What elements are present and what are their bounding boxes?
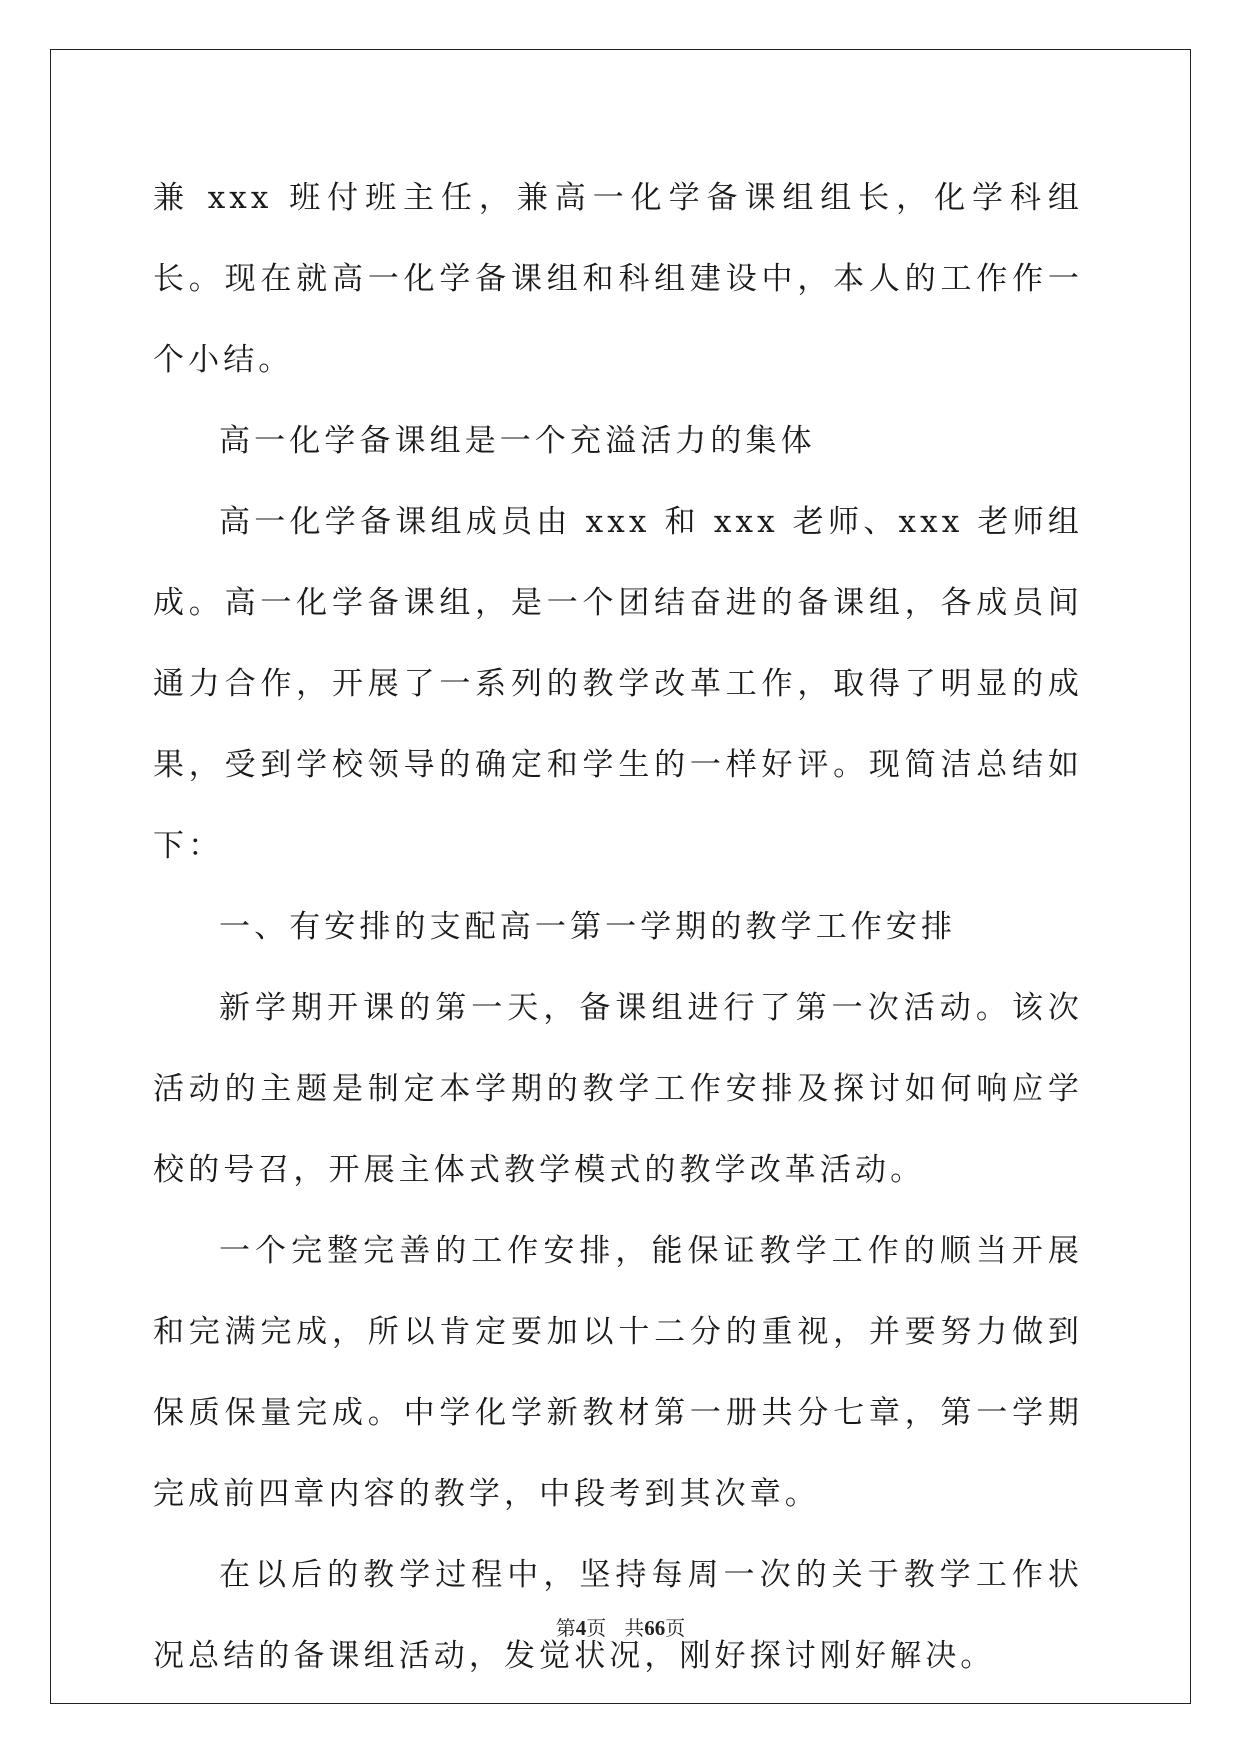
- page-footer: [0, 1612, 1241, 1641]
- document-body: [153, 158, 1083, 1697]
- footer-total-suffix: 页: [665, 1616, 686, 1640]
- paragraph-1: 兼 xxx 班付班主任，兼高一化学备课组组长，化学科组长。现在就高一化学备课组和科组建设中，本人的工作作一个小结。: [153, 180, 1083, 378]
- total-page-count: 66: [644, 1616, 666, 1640]
- paragraph-2-heading: 高一化学备课组是一个充溢活力的集体: [219, 423, 816, 459]
- paragraph-4-heading: 一、有安排的支配高一第一学期的教学工作安排: [219, 909, 957, 945]
- footer-page-suffix: 页: [586, 1616, 607, 1640]
- paragraph-3: 高一化学备课组成员由 xxx 和 xxx 老师、xxx 老师组成。高一化学备课组，是一个团结奋进的备课组，各成员间通力合作，开展了一系列的教学改革工作，取得了明显的成果，受到学校领导的确定和学生的一样好评。现简洁总结如下：: [153, 504, 1083, 864]
- paragraph-7: 在以后的教学过程中，坚持每周一次的关于教学工作状况总结的备课组活动，发觉状况，刚好探讨刚好解决。: [153, 1557, 1083, 1674]
- paragraph-5: 新学期开课的第一天，备课组进行了第一次活动。该次活动的主题是制定本学期的教学工作安排及探讨如何响应学校的号召，开展主体式教学模式的教学改革活动。: [153, 990, 1083, 1188]
- footer-total-prefix: 共: [624, 1616, 645, 1640]
- current-page-number: 4: [575, 1616, 587, 1640]
- paragraph-6: 一个完整完善的工作安排，能保证教学工作的顺当开展和完满完成，所以肯定要加以十二分的重视，并要努力做到保质保量完成。中学化学新教材第一册共分七章，第一学期完成前四章内容的教学，中段考到其次章。: [153, 1233, 1083, 1512]
- footer-prefix: 第: [555, 1616, 576, 1640]
